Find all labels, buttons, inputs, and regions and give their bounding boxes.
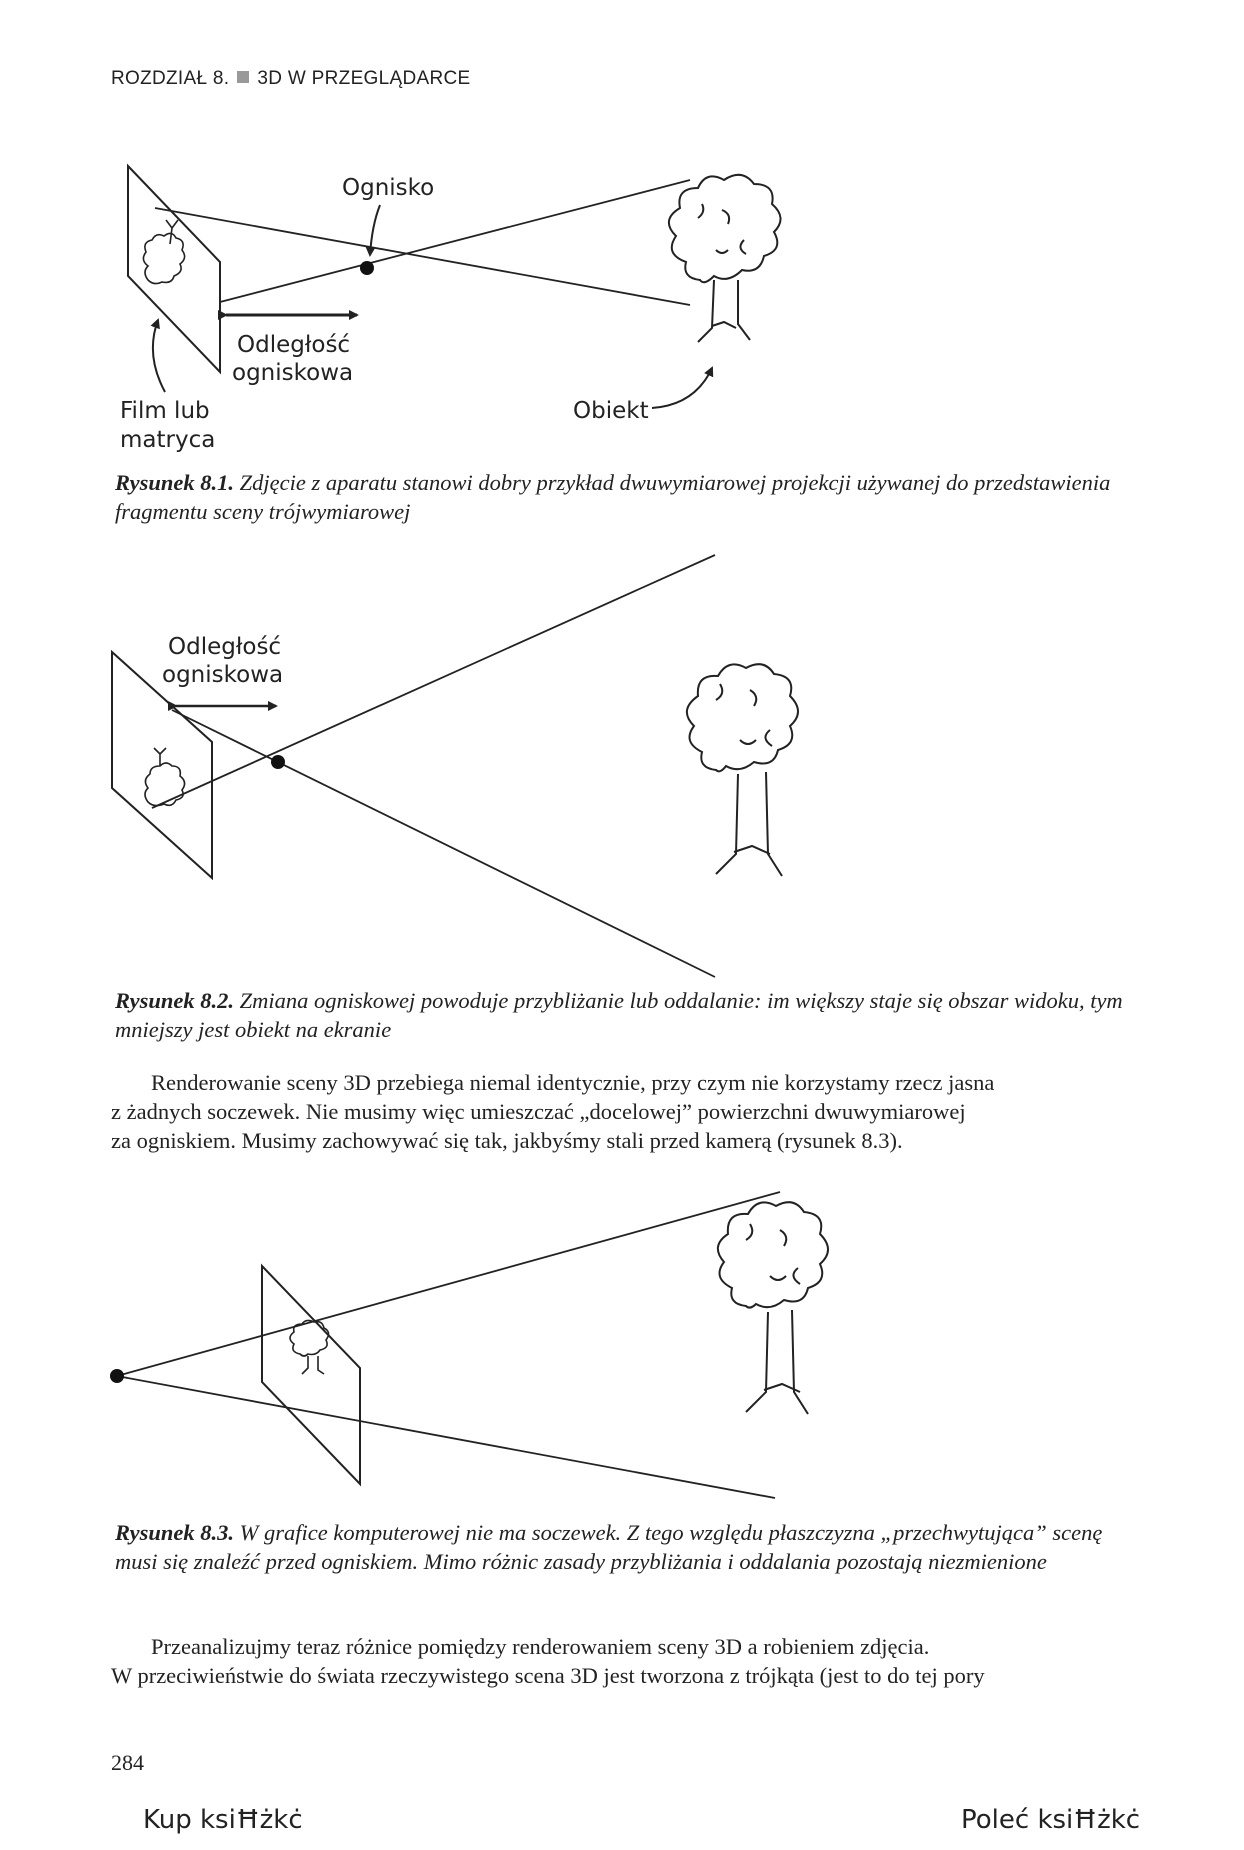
caption-8-2-text: Zmiana ogniskowej powoduje przybliżanie lub oddalanie: im większy staje się obszar widoku, tym mniejszy jest obiekt na ekranie xyxy=(115,988,1123,1042)
focal-length-label-2: ogniskowa xyxy=(162,662,284,688)
caption-8-2 xyxy=(115,986,1135,1044)
ray-upper xyxy=(117,1192,780,1376)
page-number: 284 xyxy=(111,1750,144,1775)
recommend-book-link[interactable]: Poleć ksiĦżkċ xyxy=(961,1805,1141,1835)
focal-length-label-2: ogniskowa xyxy=(232,360,354,386)
paragraph-1-line-1: Renderowanie sceny 3D przebiega niemal identycznie, przy czym nie korzystamy rzecz jasna xyxy=(151,1070,995,1095)
focus-label: Ognisko xyxy=(342,175,435,201)
tree-icon xyxy=(687,664,798,876)
paragraph-1-line-2: z żadnych soczewek. Nie musimy więc umieszczać „docelowej” powierzchni dwuwymiarowej xyxy=(111,1099,966,1124)
object-label: Obiekt xyxy=(573,398,649,424)
chapter-label: ROZDZIAŁ 8. xyxy=(111,68,230,89)
focal-length-label-1: Odległość xyxy=(168,634,282,660)
paragraph-1 xyxy=(111,1068,1141,1155)
caption-8-3-text: W grafice komputerowej nie ma soczewek. Z tego względu płaszczyzna „przechwytująca” scenę musi się znaleźć przed ogniskiem. Mimo różnic zasady przybliżania i oddalania pozostają niezmienione xyxy=(115,1520,1103,1574)
paragraph-1-line-3: za ogniskiem. Musimy zachowywać się tak, jakbyśmy stali przed kamerą (rysunek 8.3). xyxy=(111,1128,903,1153)
film-label-2: matryca xyxy=(120,427,216,453)
film-arrow xyxy=(153,320,165,392)
object-arrow xyxy=(652,368,712,408)
ray-lower xyxy=(172,710,715,977)
tree-icon xyxy=(718,1202,828,1414)
section-label: 3D W PRZEGLĄDARCE xyxy=(257,68,471,89)
focus-point xyxy=(110,1369,124,1383)
figure-8-1 xyxy=(0,0,1244,460)
ray-lower xyxy=(117,1376,775,1498)
caption-8-3-number: Rysunek 8.3. xyxy=(115,1520,234,1545)
tree-icon xyxy=(669,175,781,342)
film-plane xyxy=(262,1266,360,1484)
film-plane xyxy=(128,166,220,372)
paragraph-2-line-2: W przeciwieństwie do świata rzeczywistego scena 3D jest tworzona z trójkąta (jest to do tej pory xyxy=(111,1663,985,1688)
small-tree-icon xyxy=(143,220,184,284)
film-label-1: Film lub xyxy=(120,398,210,424)
ray-lower xyxy=(220,180,690,302)
caption-8-1-text: Zdjęcie z aparatu stanowi dobry przykład dwuwymiarowej projekcji używanej do przedstawienia fragmentu sceny trójwymiarowej xyxy=(115,470,1111,524)
buy-book-link[interactable]: Kup ksiĦżkċ xyxy=(143,1805,303,1835)
figure-8-3 xyxy=(0,1180,1244,1510)
caption-8-1 xyxy=(115,468,1135,526)
caption-8-3 xyxy=(115,1518,1135,1576)
figure-8-2 xyxy=(0,540,1244,990)
ray-upper xyxy=(155,208,690,305)
focus-point xyxy=(360,261,374,275)
paragraph-2 xyxy=(111,1632,1141,1690)
caption-8-1-number: Rysunek 8.1. xyxy=(115,470,234,495)
caption-8-2-number: Rysunek 8.2. xyxy=(115,988,234,1013)
paragraph-2-line-1: Przeanalizujmy teraz różnice pomiędzy renderowaniem sceny 3D a robieniem zdjęcia. xyxy=(151,1634,930,1659)
focal-length-label-1: Odległość xyxy=(237,332,351,358)
focus-point xyxy=(271,755,285,769)
